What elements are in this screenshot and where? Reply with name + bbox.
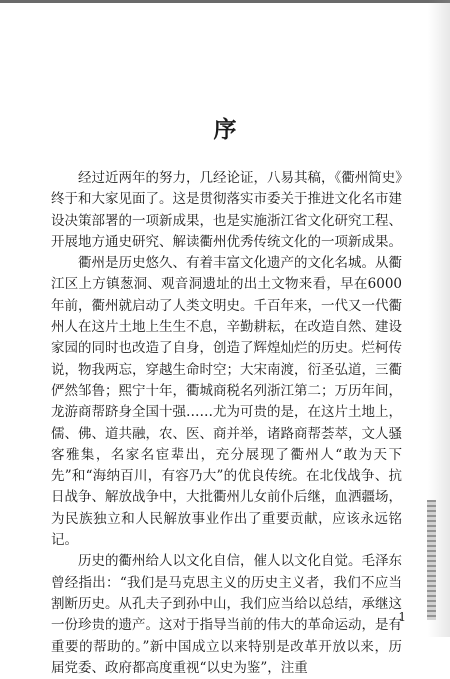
top-scan-border: [0, 0, 450, 3]
page-edge-stain: [427, 500, 436, 620]
paragraph-1: 经过近两年的努力，几经论证，八易其稿，《衢州简史》终于和大家见面了。这是贯彻落实市委关于推进文化名市建设决策部署的一项新成果，也是实施浙江省文化研究工程、开展地方通史研究、解读衢州优秀传统文化的一项新成果。: [51, 170, 402, 250]
paragraph-3: 历史的衢州给人以文化自信，催人以文化自觉。毛泽东曾经指出：“我们是马克思主义的历史主义者，我们不应当割断历史。从孔夫子到孙中山，我们应当给以总结，承继这一份珍贵的遗产。这对于指导当前的伟大的革命运动，是有重要的帮助的。”新中国成立以来特别是改革开放以来，历届党委、政府都高度重视“以史为鉴”，注重: [51, 553, 402, 676]
preface-body: [51, 168, 402, 679]
page-number: 1: [398, 610, 406, 624]
page-title: 序: [213, 116, 237, 143]
paragraph-2: 衢州是历史悠久、有着丰富文化遗产的文化名城。从衢江区上方镇葱洞、观音洞遗址的出土文物来看，早在6000年前，衢州就启动了人类文明史。千百年来，一代又一代衢州人在这片土地上生生不息，辛勤耕耘，在改造自然、建设家园的同时也改造了自身，创造了辉煌灿烂的历史。烂柯传说，物我两忘，穿越生命时空；大宋南渡，衍圣弘道，三衢俨然邹鲁；熙宁十年，衢城商税名列浙江第二；万历年间，龙游商帮跻身全国十强……尤为可贵的是，在这片土地上，儒、佛、道共融，农、医、商并举，诸路商帮荟萃，文人骚客雅集，名家名宦辈出，充分展现了衢州人“敢为天下先”和“海纳百川，有容乃大”的优良传统。在北伐战争、抗日战争、解放战争中，大批衢州儿女前仆后继，血洒疆场，为民族独立和人民解放事业作出了重要贡献，应该永远铭记。: [51, 255, 402, 549]
